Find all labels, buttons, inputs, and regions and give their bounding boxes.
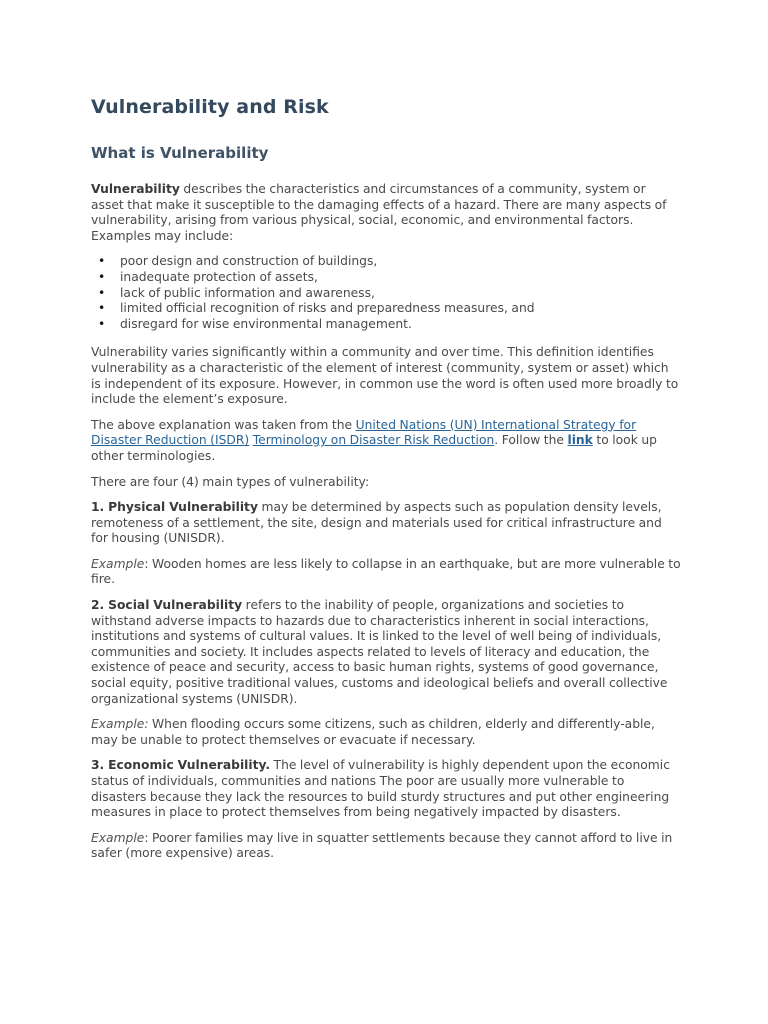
isdr-link[interactable]: United Nations (UN) International Strategy for Disaster Reduction (ISDR)	[91, 417, 637, 448]
type-heading: 3. Economic Vulnerability.	[91, 758, 271, 773]
type-heading: 2. Social Vulnerability	[91, 598, 243, 613]
bullet-icon: •	[98, 285, 106, 300]
page-title: Vulnerability and Risk	[91, 96, 329, 118]
example-label: Example	[91, 556, 145, 571]
economic-vulnerability-paragraph: 3. Economic Vulnerability. The level of vulnerability is highly dependent upon the economic status of individuals, communities and nations The poor are usually more vulnerable to disasters because they lack the resources to build sturdy structures and put other engineering measures in place to protect themselves from being negatively impacted by disasters.	[91, 758, 670, 820]
types-intro: There are four (4) main types of vulnerability:	[91, 474, 370, 489]
examples-list	[91, 254, 681, 332]
list-item: • disregard for wise environmental management.	[98, 316, 412, 331]
bullet-icon: •	[98, 269, 106, 284]
physical-example: Example: Wooden homes are less likely to collapse in an earthquake, but are more vulnerable to fire.	[91, 556, 681, 587]
bullet-icon: •	[98, 254, 106, 269]
list-item: • limited official recognition of risks and preparedness measures, and	[98, 301, 535, 316]
variation-paragraph: Vulnerability varies significantly within a community and over time. This definition identifies vulnerability as a characteristic of the element of interest (community, system or asset) which is independent of its exposure. However, in common use the word is often used more broadly to include the element’s exposure.	[91, 345, 679, 407]
example-label: Example:	[91, 717, 149, 732]
section-heading: What is Vulnerability	[91, 144, 269, 162]
economic-example: Example: Poorer families may live in squatter settlements because they cannot afford to live in safer (more expensive) areas.	[91, 830, 673, 861]
lookup-link[interactable]: link	[567, 433, 593, 448]
terminology-link[interactable]: Terminology on Disaster Risk Reduction	[252, 433, 495, 448]
intro-term: Vulnerability	[91, 182, 180, 196]
social-vulnerability-paragraph: 2. Social Vulnerability refers to the inability of people, organizations and societies to withstand adverse impacts to hazards due to characteristics inherent in social interactions, institutions and systems of cultural values. It is linked to the level of well being of individuals, communities and society. It includes aspects related to levels of literacy and education, the existence of peace and security, access to basic human rights, systems of good governance, social equity, positive traditional values, customs and ideological beliefs and overall collective organizational systems (UNISDR).	[91, 598, 668, 706]
intro-text: describes the characteristics and circumstances of a community, system or asset that make it susceptible to the damaging effects of a hazard. There are many aspects of vulnerability, arising from various physical, social, economic, and environmental factors. Examples may include:	[91, 182, 667, 243]
list-item: • inadequate protection of assets,	[98, 269, 318, 284]
example-label: Example	[91, 830, 145, 845]
bullet-icon: •	[98, 301, 106, 316]
list-item: • lack of public information and awareness,	[98, 285, 375, 300]
type-heading: 1. Physical Vulnerability	[91, 500, 258, 515]
source-paragraph: The above explanation was taken from the United Nations (UN) International Strategy for Disaster Reduction (ISDR) Terminology on Disaster Risk Reduction. Follow the link to look up other terminologies.	[91, 417, 657, 463]
list-item: • poor design and construction of buildings,	[98, 254, 378, 269]
social-example: Example: When flooding occurs some citizens, such as children, elderly and differently-able, may be unable to protect themselves or evacuate if necessary.	[91, 717, 655, 747]
intro-paragraph	[91, 182, 681, 244]
physical-vulnerability-paragraph: 1. Physical Vulnerability may be determined by aspects such as population density levels, remoteness of a settlement, the site, design and materials used for critical infrastructure and for housing (UNISDR).	[91, 500, 662, 546]
bullet-icon: •	[98, 316, 106, 331]
document-body	[91, 96, 681, 862]
